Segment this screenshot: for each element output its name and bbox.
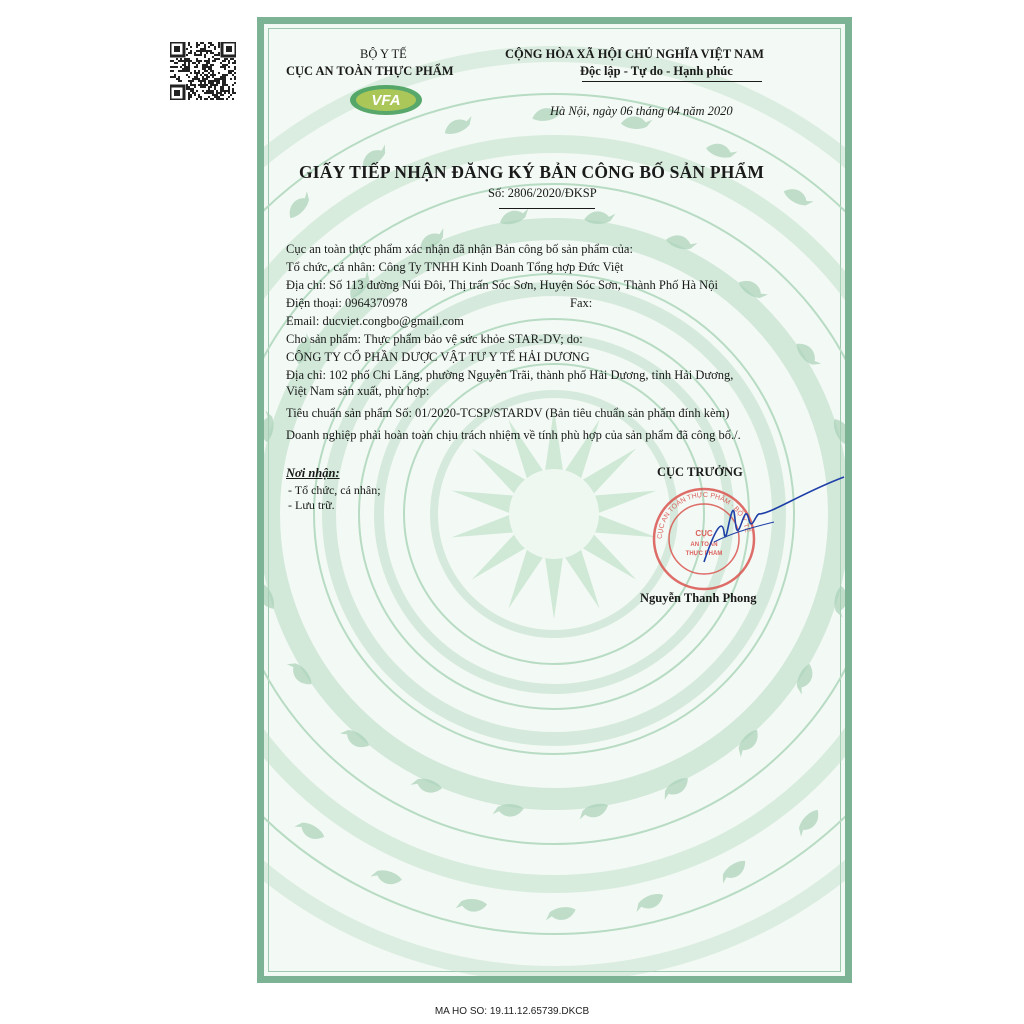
signer-name: Nguyễn Thanh Phong bbox=[640, 591, 757, 605]
body-line-address: Địa chỉ: Số 113 đường Núi Đôi, Thị trấn Sóc Sơn, Huyện Sóc Sơn, Thành Phố Hà Nội bbox=[286, 278, 718, 292]
motto-underline bbox=[582, 81, 762, 82]
svg-text:THỰC PHẨM: THỰC PHẨM bbox=[685, 551, 723, 557]
body-line-org: Tổ chức, cá nhân: Công Ty TNHH Kinh Doanh Tổng hợp Đức Việt bbox=[286, 260, 624, 274]
document-number: Số: 2806/2020/ĐKSP bbox=[488, 186, 597, 200]
agency-name: CỤC AN TOÀN THỰC PHẨM bbox=[286, 64, 454, 78]
recipients-heading: Nơi nhận: bbox=[286, 466, 340, 480]
issue-date: Hà Nội, ngày 06 tháng 04 năm 2020 bbox=[550, 104, 733, 118]
body-line-1: Cục an toàn thực phẩm xác nhận đã nhận Bản công bố sản phẩm của: bbox=[286, 242, 633, 256]
svg-text:AN TOÀN: AN TOÀN bbox=[690, 542, 718, 548]
seal-ring-text: CỤC AN TOÀN THỰC PHẨM · BỘ Y TẾ bbox=[656, 491, 751, 540]
body-line-standard: Tiêu chuẩn sản phẩm Số: 01/2020-TCSP/STARDV (Bản tiêu chuẩn sản phẩm đính kèm) bbox=[286, 406, 730, 420]
body-line-fax: Fax: bbox=[570, 296, 593, 310]
body-line-email: Email: ducviet.congbo@gmail.com bbox=[286, 314, 464, 328]
body-line-product: Cho sản phẩm: Thực phẩm bảo vệ sức khỏe STAR-DV; do: bbox=[286, 332, 583, 346]
qr-code bbox=[170, 42, 236, 100]
body-line-origin: Việt Nam sản xuất, phù hợp: bbox=[286, 384, 430, 398]
dossier-code: MA HO SO: 19.11.12.65739.DKCB bbox=[434, 1006, 590, 1017]
national-motto: Độc lập - Tự do - Hạnh phúc bbox=[580, 64, 733, 78]
recipient-item: - Tổ chức, cá nhân; bbox=[288, 483, 381, 497]
svg-text:CỤC: CỤC bbox=[695, 529, 713, 538]
body-line-phone: Điện thoại: 0964370978 bbox=[286, 296, 408, 310]
signer-title: CỤC TRƯỞNG bbox=[657, 465, 743, 479]
certificate-document bbox=[257, 17, 852, 983]
handwritten-signature bbox=[694, 472, 852, 572]
title-underline bbox=[499, 208, 595, 209]
body-line-manufacturer: CÔNG TY CỔ PHẦN DƯỢC VẬT TƯ Y TẾ HẢI DƯƠNG bbox=[286, 350, 590, 364]
document-title: GIẤY TIẾP NHẬN ĐĂNG KÝ BẢN CÔNG BỐ SẢN PHẨM bbox=[299, 162, 765, 182]
recipient-item: - Lưu trữ. bbox=[288, 498, 335, 512]
ministry-name: BỘ Y TẾ bbox=[360, 47, 407, 61]
body-line-manufacturer-address: Địa chỉ: 102 phố Chi Lăng, phường Nguyễn Trãi, thành phố Hải Dương, tỉnh Hải Dương, bbox=[286, 368, 734, 382]
body-line-responsibility: Doanh nghiệp phải hoàn toàn chịu trách nhiệm về tính phù hợp của sản phẩm đã công bố./. bbox=[286, 428, 741, 442]
vfa-logo bbox=[346, 82, 426, 118]
vfa-logo-text: VFA bbox=[371, 92, 401, 109]
country-name: CỘNG HÒA XÃ HỘI CHỦ NGHĨA VIỆT NAM bbox=[505, 47, 764, 61]
